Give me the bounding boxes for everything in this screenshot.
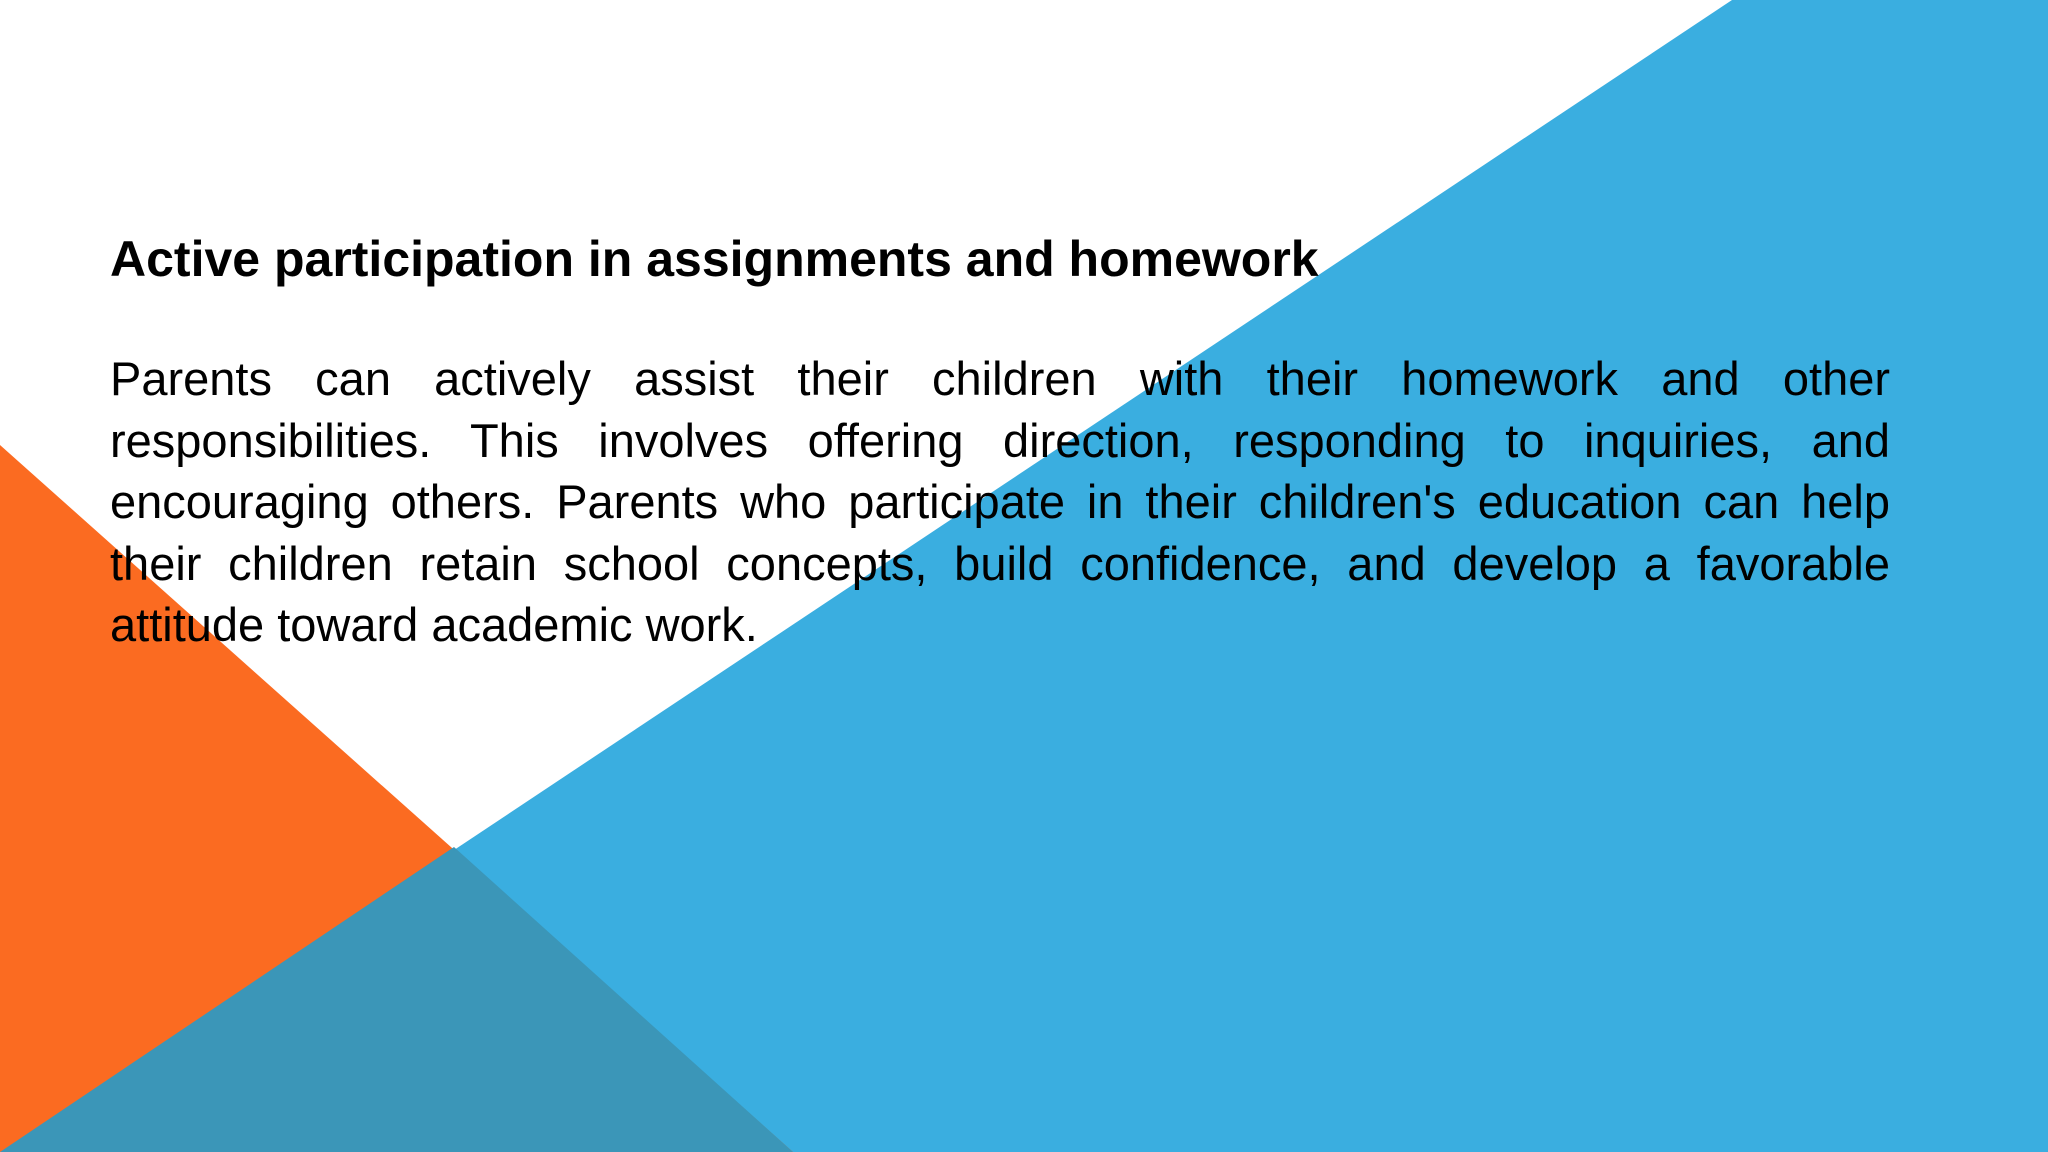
slide-heading: Active participation in assignments and homework — [110, 231, 1319, 287]
slide-body-text: Parents can actively assist their children with their homework and other responsibilities. This involves offering direction, responding to inquiries, and encouraging others. Parents who participate in their children's education can help their children retain school concepts, build confidence, and develop a favorable attitude toward academic work. — [110, 352, 1890, 651]
slide-content — [110, 228, 1890, 656]
